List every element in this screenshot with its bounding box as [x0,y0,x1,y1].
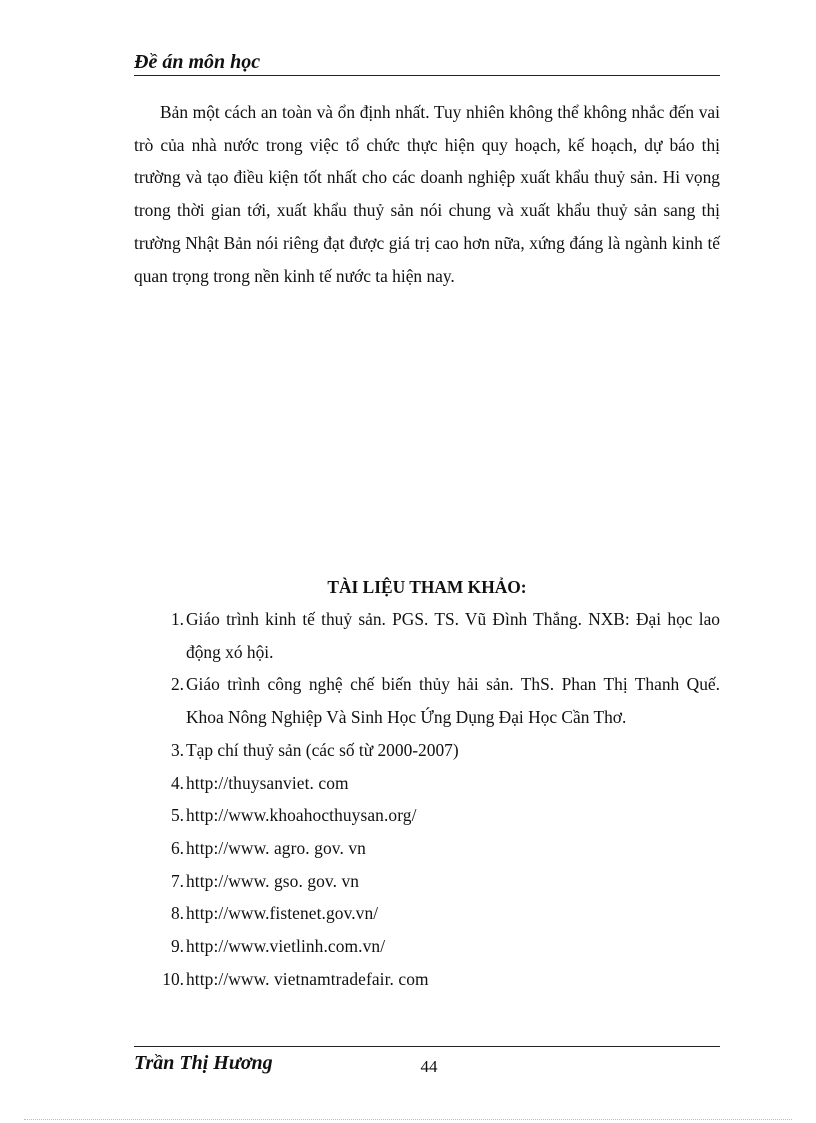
reference-number: 4. [170,772,184,793]
reference-link[interactable]: http://www.vietlinh.com.vn/ [186,936,386,957]
reference-item [134,767,720,800]
reference-link[interactable]: http://www. gso. gov. vn [186,870,360,891]
reference-item [134,865,720,898]
reference-text: Giáo trình kinh tế thuỷ sản. PGS. TS. Vũ Đình Thắng. NXB: Đại học lao động xó hội. [186,609,720,662]
reference-item [134,930,720,963]
reference-text: Giáo trình công nghệ chế biến thủy hải sản. ThS. Phan Thị Thanh Quế. Khoa Nông Nghiệp Và Sinh Học Ứng Dụng Đại Học Cần Thơ. [186,674,720,728]
reference-link[interactable]: http://www. vietnamtradefair. com [186,968,429,989]
reference-number: 2. [170,674,184,695]
reference-number: 5. [170,805,184,826]
page-number: 44 [420,1057,438,1076]
reference-item [134,832,720,865]
header-title: Đề án môn học [134,51,261,73]
page-boundary [24,1119,792,1120]
reference-text: Tạp chí thuỷ sản (các số từ 2000-2007) [186,739,459,760]
reference-item [134,799,720,832]
reference-link[interactable]: http://www.fistenet.gov.vn/ [186,903,379,924]
reference-number: 9. [170,936,184,957]
footer-divider [134,1046,720,1047]
reference-number: 3. [170,739,184,760]
page-header [134,50,720,76]
reference-item [134,734,720,767]
reference-number: 10. [162,968,184,989]
footer-author: Trần Thị Hương [134,1052,273,1074]
body-paragraph: Bản một cách an toàn và ổn định nhất. Tuy nhiên không thể không nhắc đến vai trò của nhà nước trong việc tổ chức thực hiện quy hoạch, kế hoạch, dự báo thị trường và tạo điều kiện tốt nhất cho các doanh nghiệp xuất khẩu thuỷ sản. Hi vọng trong thời gian tới, xuất khẩu thuỷ sản nói chung và xuất khẩu thuỷ sản sang thị trường Nhật Bản nói riêng đạt được giá trị cao hơn nữa, xứng đáng là ngành kinh tế quan trọng trong nền kinh tế nước ta hiện nay. [134,102,720,286]
reference-link[interactable]: http://www. agro. gov. vn [186,837,366,858]
reference-item [134,668,720,733]
references-title: TÀI LIỆU THAM KHẢO: [327,577,527,597]
reference-link[interactable]: http://www.khoahocthuysan.org/ [186,805,417,826]
reference-link[interactable]: http://thuysanviet. com [186,772,349,793]
references-list [134,603,720,995]
reference-number: 6. [170,837,184,858]
reference-number: 8. [170,903,184,924]
reference-item [134,603,720,668]
reference-number: 1. [170,609,184,629]
reference-number: 7. [170,870,184,891]
reference-item [134,963,720,996]
reference-item [134,897,720,930]
